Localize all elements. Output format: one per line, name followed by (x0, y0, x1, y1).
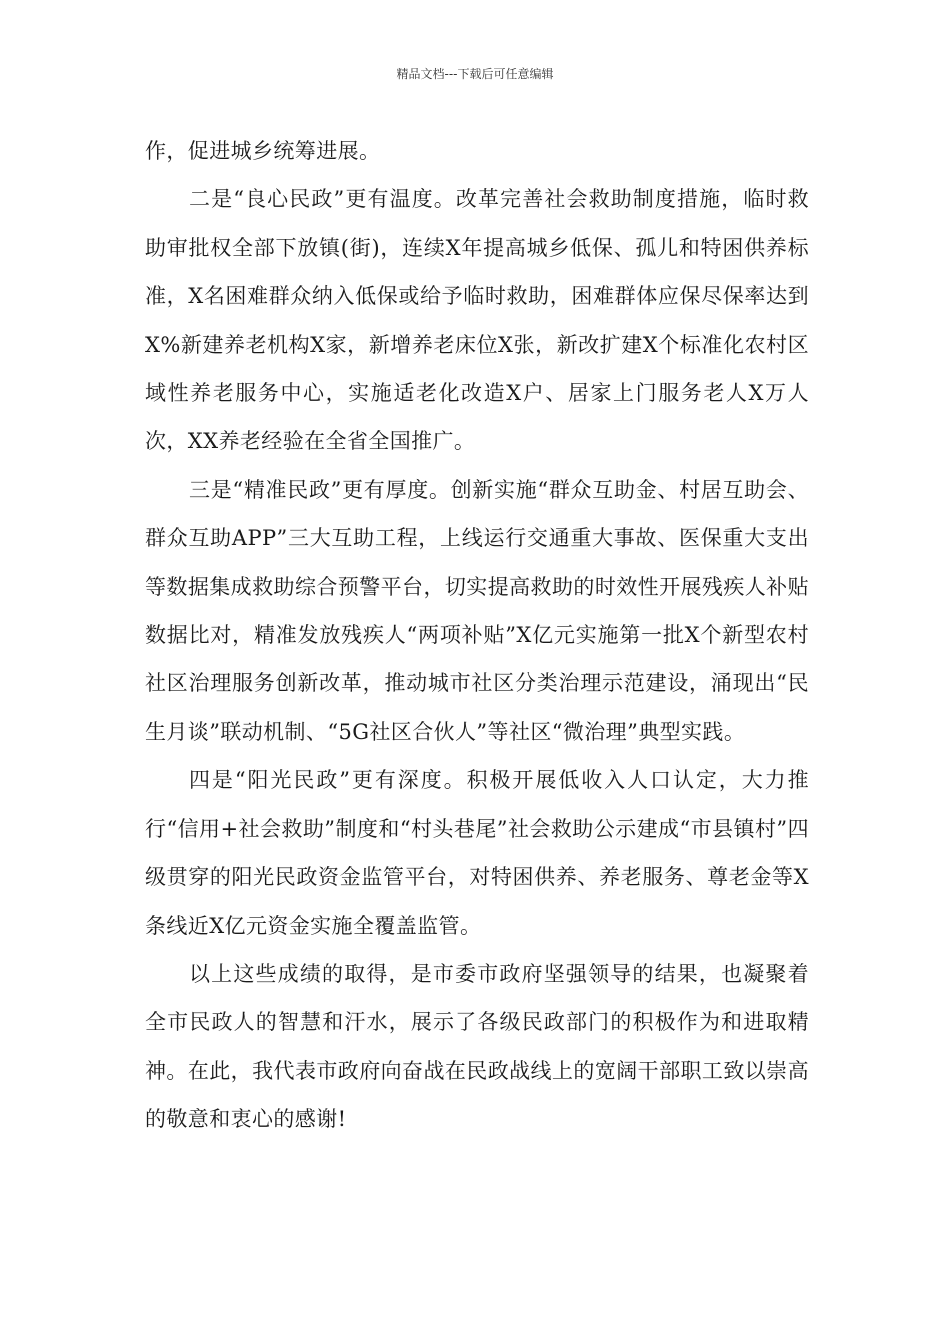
paragraph-sunshine-civil-affairs: 四是“阳光民政”更有深度。积极开展低收入人口认定，大力推行“信用+社会救助”制度和“村头巷尾”社会救助公示建成“市县镇村”四级贯穿的阳光民政资金监管平台，对特困供养、养老服务、尊老金等X条线近X亿元资金实施全覆盖监管。 (145, 768, 809, 938)
paragraph-continuation: 作，促进城乡统筹进展。 (145, 139, 381, 163)
paragraph-conscience-civil-affairs: 二是“良心民政”更有温度。改革完善社会救助制度措施，临时救助审批权全部下放镇(街)，连续X年提高城乡低保、孤儿和特困供养标准，X名困难群众纳入低保或给予临时救助，困难群体应保尽保率达到X%新建养老机构X家，新增养老床位X张，新改扩建X个标准化农村区域性养老服务中心，实施适老化改造X户、居家上门服务老人X万人次，XX养老经验在全省全国推广。 (145, 187, 809, 454)
paragraph-acknowledgement: 以上这些成绩的取得，是市委市政府坚强领导的结果，也凝聚着全市民政人的智慧和汗水，展示了各级民政部门的积极作为和进取精神。在此，我代表市政府向奋战在民政战线上的宽阔干部职工致以崇高的敬意和衷心的感谢! (145, 961, 809, 1132)
document-body (145, 127, 809, 1144)
page-header: 精品文档---下载后可任意编辑 (396, 67, 554, 81)
paragraph-precise-civil-affairs: 三是“精准民政”更有厚度。创新实施“群众互助金、村居互助会、群众互助APP”三大互助工程，上线运行交通重大事故、医保重大支出等数据集成救助综合预警平台，切实提高救助的时效性开展残疾人补贴数据比对，精准发放残疾人“两项补贴”X亿元实施第一批X个新型农村社区治理服务创新改革，推动城市社区分类治理示范建设，涌现出“民生月谈”联动机制、“5G社区合伙人”等社区“微治理”典型实践。 (145, 477, 809, 744)
